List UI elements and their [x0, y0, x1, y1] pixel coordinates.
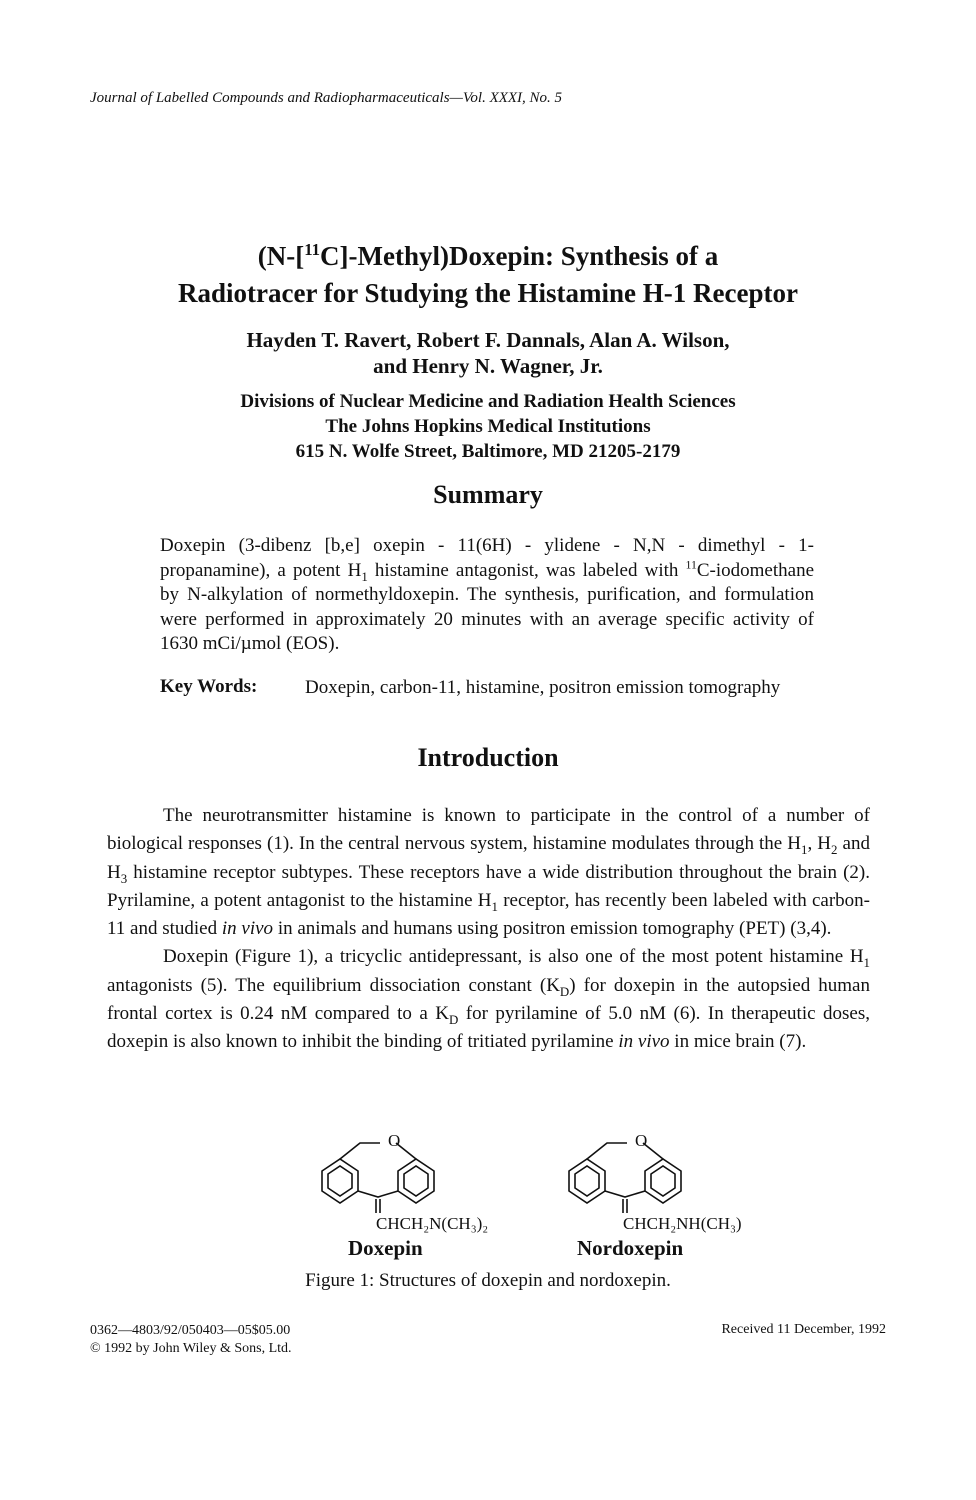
- journal-header: Journal of Labelled Compounds and Radiopharmaceuticals—Vol. XXXI, No. 5: [90, 90, 563, 106]
- authors-line-2: and Henry N. Wagner, Jr.: [373, 354, 603, 378]
- figure-caption: Figure 1: Structures of doxepin and nordoxepin.: [305, 1270, 671, 1291]
- nordoxepin-name: Nordoxepin: [577, 1236, 684, 1260]
- intro-paragraph-2: Doxepin (Figure 1), a tricyclic antidepressant, is also one of the most potent histamine $H_1$ antagonists (5). The equilibrium dissociation constant $(K_D)$ for doxepin in the autopsied human frontal cortex is 0.24 nM compared to a $K_D$ for pyrilamine of 5.0 nM (6). In therapeutic doses, doxepin is also known to inhibit the binding of tritiated pyrilamine in vivo in mice brain (7).: [107, 946, 870, 1053]
- nordoxepin-oxygen: O: [635, 1131, 648, 1150]
- affiliation-line-1: Divisions of Nuclear Medicine and Radiation Health Sciences: [240, 391, 736, 412]
- keywords-text: Doxepin, carbon-11, histamine, positron emission tomography: [305, 677, 781, 698]
- received-date: Received 11 December, 1992: [721, 1322, 886, 1337]
- footer-left: [90, 1322, 292, 1358]
- summary-text: Doxepin (3-dibenz [b,e] oxepin - 11(6H) - ylidene - N,N - dimethyl - 1-propanamine), a potent $H_1$ histamine antagonist, was labeled with $^{11}$C-iodomethane by N-alkylation of normethyldoxepin. The synthesis, purification, and formulation were performed in approximately 20 minutes with an average specific activity of 1630 mCi/µmol (EOS).: [160, 535, 815, 654]
- nordoxepin-structure: [569, 1131, 742, 1260]
- paper-title: [90, 238, 886, 312]
- figure-structures: [300, 1125, 800, 1265]
- doxepin-oxygen: O: [388, 1131, 401, 1150]
- copyright: © 1992 by John Wiley & Sons, Ltd.: [90, 1341, 292, 1356]
- affiliation-line-3: 615 N. Wolfe Street, Baltimore, MD 21205-2179: [295, 441, 681, 462]
- intro-paragraph-1: The neurotransmitter histamine is known to participate in the control of a number of biological responses (1). In the central nervous system, histamine modulates through the $H_1$, $H_2$ and $H_3$ histamine receptor subtypes. These receptors have a wide distribution throughout the brain (2). Pyrilamine, a potent antagonist to the histamine $H_1$ receptor, has recently been labeled with carbon-11 and studied in vivo in animals and humans using positron emission tomography (PET) (3,4).: [107, 805, 870, 940]
- article-code: 0362—4803/92/050403—05$05.00: [90, 1323, 291, 1338]
- affiliation: [90, 389, 886, 464]
- keywords-label: Key Words:: [160, 676, 258, 697]
- doxepin-name: Doxepin: [348, 1236, 423, 1260]
- authors: [90, 327, 886, 379]
- authors-line-1: Hayden T. Ravert, Robert F. Dannals, Alan A. Wilson,: [246, 328, 730, 352]
- title-line-2: Radiotracer for Studying the Histamine H-1 Receptor: [178, 278, 798, 308]
- summary-heading: Summary: [433, 480, 543, 509]
- doxepin-chain: CHCH₂N(CH₃)₂: [376, 1214, 489, 1233]
- affiliation-line-2: The Johns Hopkins Medical Institutions: [325, 416, 651, 437]
- introduction-heading: Introduction: [417, 743, 559, 772]
- doxepin-structure: [322, 1131, 488, 1260]
- nordoxepin-chain: CHCH₂NH(CH₃): [623, 1214, 742, 1233]
- introduction-body: [107, 802, 870, 1057]
- title-line-1: (N-[$^{11}$C]-Methyl)Doxepin: Synthesis of a: [257, 240, 719, 271]
